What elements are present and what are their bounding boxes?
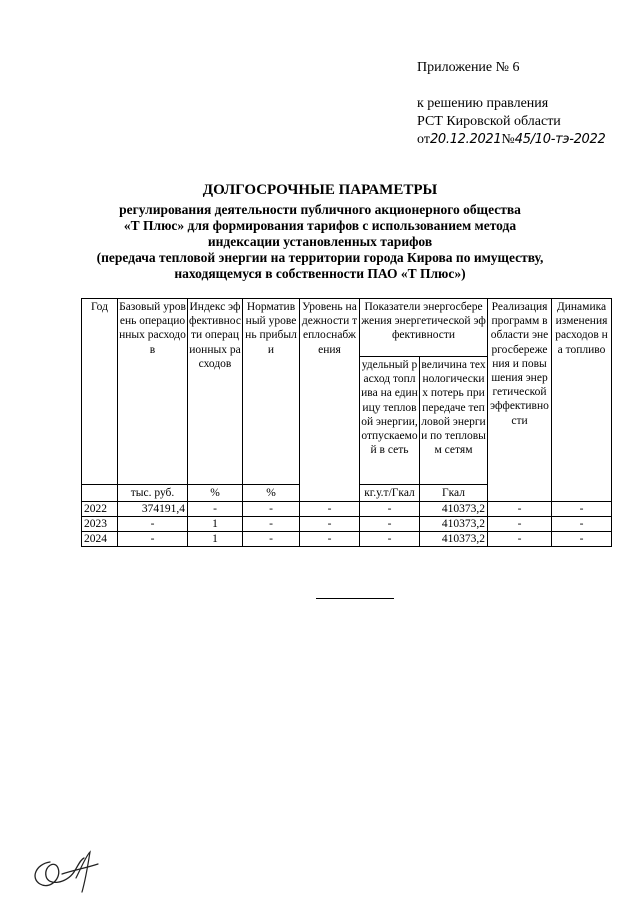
col-header-base: Базовый уровень операционных расходов: [118, 299, 188, 485]
cell-year: 2022: [82, 502, 118, 517]
closing-rule: [316, 598, 394, 599]
col-header-index: Индекс эффективности операционных расходов: [188, 299, 243, 485]
cell-reliability: -: [300, 502, 360, 517]
cell-norm: -: [243, 532, 300, 547]
handwritten-date: 20.12.2021: [429, 132, 502, 147]
cell-programs: -: [488, 517, 552, 532]
cell-programs: -: [488, 502, 552, 517]
cell-index: 1: [188, 517, 243, 532]
unit-index: %: [188, 485, 243, 502]
number-prefix: №: [501, 132, 515, 147]
table-row: [82, 517, 612, 532]
cell-losses: 410373,2: [420, 532, 488, 547]
cell-programs: -: [488, 532, 552, 547]
unit-year: [82, 485, 118, 502]
decision-line-1: к решению правления: [417, 96, 549, 111]
cell-losses: 410373,2: [420, 517, 488, 532]
cell-dynamics: -: [552, 517, 612, 532]
cell-fuel: -: [360, 517, 420, 532]
cell-index: 1: [188, 532, 243, 547]
col-header-dynamics: Динамика изменения расходов на топливо: [552, 299, 612, 502]
cell-reliability: -: [300, 532, 360, 547]
col-header-norm: Нормативный уровень прибыли: [243, 299, 300, 485]
cell-base: 374191,4: [118, 502, 188, 517]
cell-year: 2024: [82, 532, 118, 547]
unit-norm: %: [243, 485, 300, 502]
cell-index: -: [188, 502, 243, 517]
appendix-label: Приложение № 6: [417, 60, 520, 75]
subtitle-line-3: индексации установленных тарифов: [207, 234, 433, 249]
cell-fuel: -: [360, 502, 420, 517]
cell-norm: -: [243, 517, 300, 532]
signature-mark: [28, 848, 110, 896]
document-subtitle: [0, 202, 640, 282]
unit-base: тыс. руб.: [118, 485, 188, 502]
table-row: [82, 502, 612, 517]
subtitle-line-5: находящемуся в собственности ПАО «Т Плюс»): [174, 266, 466, 281]
parameters-table: [81, 298, 612, 547]
date-prefix: от: [417, 132, 430, 147]
header-row-1: [82, 299, 612, 357]
col-header-year: Год: [82, 299, 118, 485]
col-header-energy-group: Показатели энергосбережения энергетической эффективности: [360, 299, 488, 357]
cell-base: -: [118, 517, 188, 532]
table-row: [82, 532, 612, 547]
cell-fuel: -: [360, 532, 420, 547]
title-main: ДОЛГОСРОЧНЫЕ ПАРАМЕТРЫ: [202, 182, 438, 198]
col-header-programs: Реализация программ в области энергосбережения и повышения энергетической эффективности: [488, 299, 552, 502]
decision-date-line: [417, 131, 605, 148]
unit-losses: Гкал: [420, 485, 488, 502]
unit-fuel: кг.у.т/Гкал: [360, 485, 420, 502]
col-header-reliability: Уровень надежности теплоснабжения: [300, 299, 360, 502]
cell-losses: 410373,2: [420, 502, 488, 517]
cell-reliability: -: [300, 517, 360, 532]
subtitle-line-1: регулирования деятельности публичного акционерного общества: [119, 202, 521, 217]
decision-line-2: РСТ Кировской области: [417, 114, 561, 129]
col-header-losses: величина технологических потерь при передаче тепловой энергии по тепловым сетям: [420, 357, 488, 485]
cell-dynamics: -: [552, 532, 612, 547]
subtitle-line-2: «Т Плюс» для формирования тарифов с использованием метода: [123, 218, 517, 233]
document-title: [0, 181, 640, 199]
cell-dynamics: -: [552, 502, 612, 517]
cell-year: 2023: [82, 517, 118, 532]
col-header-fuel: удельный расход топлива на единицу тепловой энергии, отпускаемой в сеть: [360, 357, 420, 485]
cell-base: -: [118, 532, 188, 547]
handwritten-number: 45/10-тэ-2022: [514, 132, 606, 147]
subtitle-line-4: (передача тепловой энергии на территории города Кирова по имуществу,: [96, 250, 544, 265]
cell-norm: -: [243, 502, 300, 517]
